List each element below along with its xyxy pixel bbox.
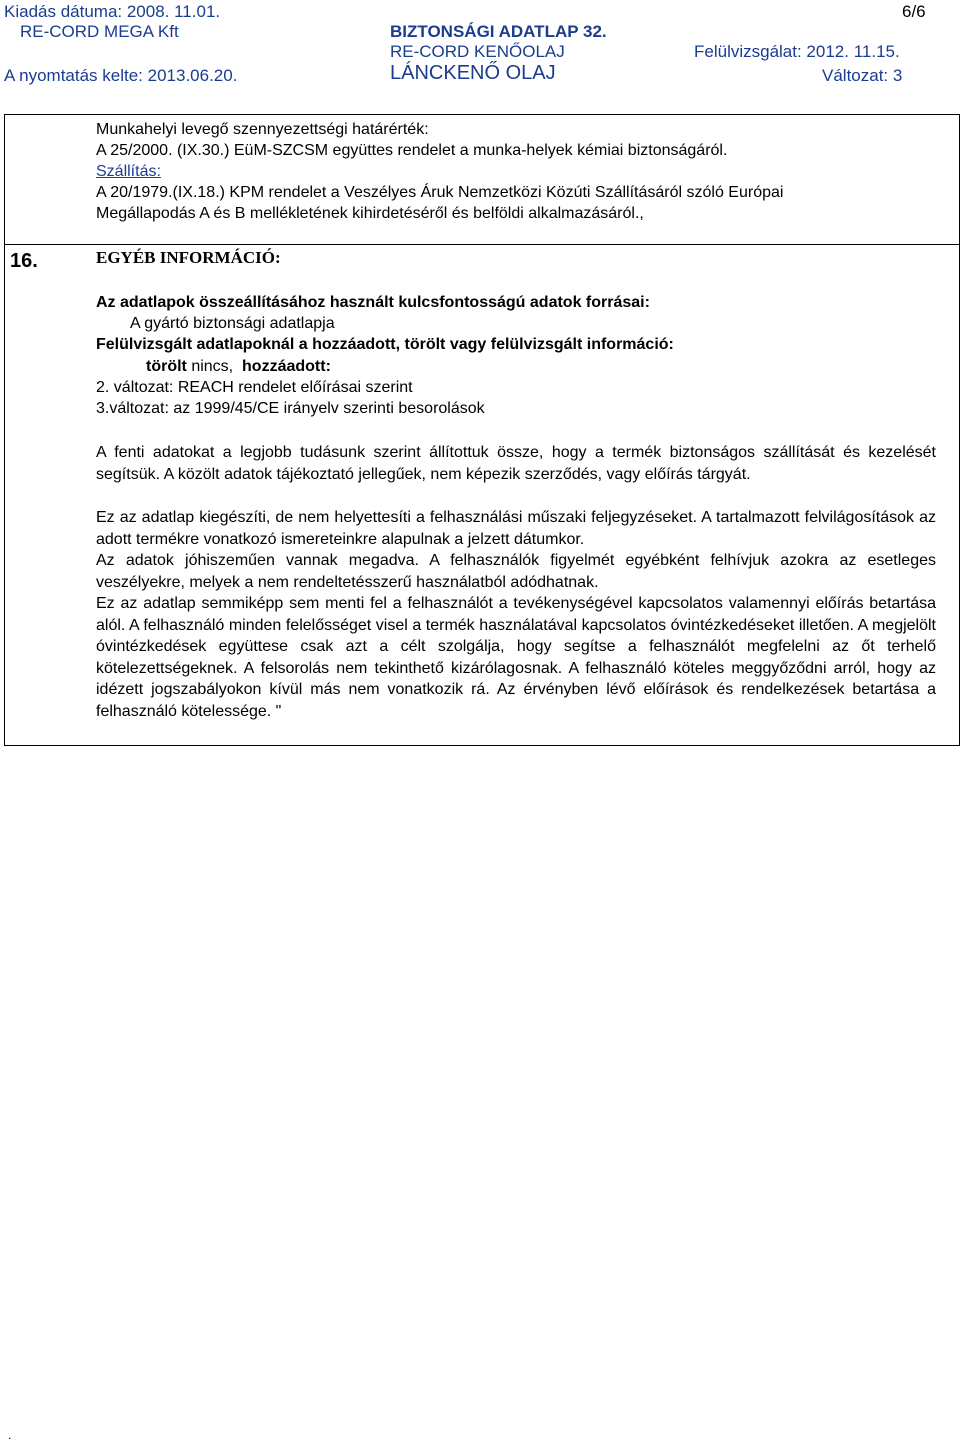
- version-2-note: 2. változat: REACH rendelet előírásai szerint: [96, 379, 413, 396]
- version-3-note: 3.változat: az 1999/45/CE irányelv szerinti besorolások: [96, 400, 485, 417]
- disclaimer-paragraph: Ez az adatlap semmiképp sem menti fel a felhasználót a tevékenységével kapcsolatos valamennyi előírás betartása alól. A felhasználó minden felelősséget visel a termék használatával kapcsolatos óvintézkedéseket illetően. A megjelölt óvintézkedések együttese csak azt a célt szolgálja, hogy segítse a felhasználót megfelelni az őt terhelő kötelezettségeknek. A felsorolás nem tekinthető kizárólagosnak. A felhasználó köteles meggyőződni arról, hogy az idézett jogszabályokon kívül más nem vonatkozik rá. Az érvényben lévő előírások és rendelkezések betartása a felhasználó kötelessége. ": [96, 595, 936, 720]
- section-title: EGYÉB INFORMÁCIÓ:: [96, 248, 281, 267]
- added-label: hozzáadott:: [242, 358, 331, 375]
- product-line: RE-CORD KENŐOLAJ: [390, 42, 565, 61]
- sources-heading: Az adatlapok összeállításához használt kulcsfontosságú adatok forrásai:: [96, 294, 650, 311]
- disclaimer-paragraph: Ez az adatlap kiegészíti, de nem helyettesíti a felhasználási műszaki feljegyzéseket. A tartalmazott felvilágosítások az adott termékre vonatkozó ismereteinkre alapulnak a jelzett dátumkor.: [96, 509, 936, 548]
- revision-date: Felülvizsgálat: 2012. 11.15.: [694, 42, 900, 61]
- section-15-line: Megállapodás A és B mellékletének kihirdetéséről és belföldi alkalmazásáról.,: [96, 205, 644, 222]
- version-label: Változat: 3: [822, 66, 903, 85]
- sources-item: A gyártó biztonsági adatlapja: [130, 315, 335, 332]
- section-15-line: Munkahelyi levegő szennyezettségi határérték:: [96, 121, 429, 138]
- footer-dot: .: [8, 1428, 12, 1442]
- disclaimer-paragraph: A fenti adatokat a legjobb tudásunk szerint állítottuk össze, hogy a termék biztonságos szállítását és kezelését segítsük. A közölt adatok tájékoztató jellegűek, nem képezik szerződés, vagy előírás tárgyát.: [96, 444, 936, 483]
- disclaimer-paragraph: Az adatok jóhiszeműen vannak megadva. A felhasználók figyelmét egyébként felhívjuk azokra az esetleges veszélyekre, melyek a nem rendeltetésszerű használatból adódhatnak.: [96, 552, 936, 591]
- section-number: 16.: [10, 250, 38, 272]
- section-15-line: A 25/2000. (IX.30.) EüM-SZCSM együttes rendelet a munka-helyek kémiai biztonságáról.: [96, 142, 728, 159]
- changes-line: [146, 356, 331, 377]
- print-date: A nyomtatás kelte: 2013.06.20.: [4, 66, 238, 85]
- transport-heading: Szállítás:: [96, 163, 161, 180]
- deleted-label: törölt: [146, 358, 187, 375]
- product-name: LÁNCKENŐ OLAJ: [390, 62, 556, 84]
- section-15-line: A 20/1979.(IX.18.) KPM rendelet a Veszélyes Áruk Nemzetközi Közúti Szállításáról szóló Európai: [96, 184, 784, 201]
- company-name: RE-CORD MEGA Kft: [20, 22, 179, 41]
- issue-date: Kiadás dátuma: 2008. 11.01.: [4, 2, 221, 21]
- page-number: 6/6: [902, 2, 926, 21]
- document-title: BIZTONSÁGI ADATLAP 32.: [390, 22, 607, 41]
- deleted-value: nincs,: [191, 358, 234, 375]
- revised-heading: Felülvizsgált adatlapoknál a hozzáadott, törölt vagy felülvizsgált információ:: [96, 336, 674, 353]
